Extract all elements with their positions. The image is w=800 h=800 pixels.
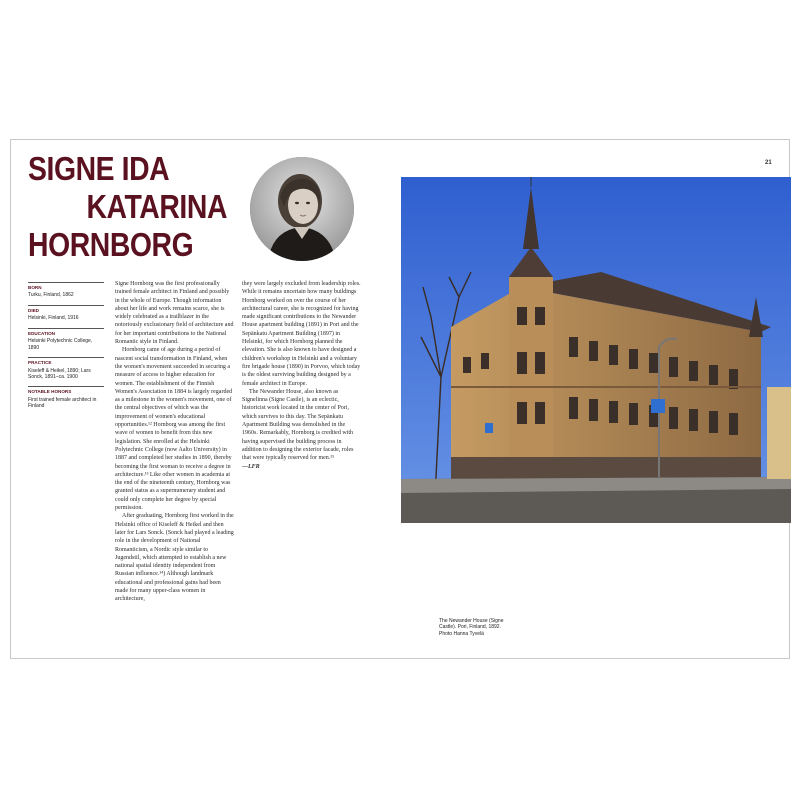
fact-value: Kiseleff & Heikel, 1890; Lars Sonck, 1891–ca. 1900 xyxy=(28,367,91,381)
fact-honors xyxy=(28,386,104,409)
paragraph: Hornborg came of age during a period of nascent social transformation in Finland, when the women's movement succeeded in securing a measure of access to higher education for women. The establishment of the Finnish Women's Association in 1884 is largely regarded as a milestone in the women's movement, one of the central objectives of which was the improvement of women's educational opportunities.¹² Hornborg was among the first wave of women to benefit from this new legislation. She enrolled at the Helsinki Polytechnic College (now Aalto University) in 1887 and completed her studies in 1890, thereby becoming the first woman to receive a degree in architecture.¹³ Like other women in academia at the end of the nineteenth century, Hornborg was granted status as a supernumerary student and could only complete her degree by special permission. xyxy=(115,347,233,512)
page-title xyxy=(28,150,227,264)
fact-value: First trained female architect in Finland xyxy=(28,396,97,410)
caption-line: Castle). Pori, Finland, 1892. xyxy=(439,624,501,631)
fact-label: NOTABLE HONORS xyxy=(28,389,72,395)
caption-line: Photo Hanna Tyvelä xyxy=(439,630,484,637)
fact-sidebar xyxy=(28,282,104,416)
fact-died xyxy=(28,305,104,322)
fact-practice xyxy=(28,357,104,380)
book-spread xyxy=(10,139,790,659)
paragraph: The Newander House, also known as Signelinna (Signe Castle), is an eclectic, historicist work located in the center of Pori, which survives to this day. The Sepänkatu Apartment Building was demolished in the 1960s. Remarkably, Hornborg is credited with having supervised the building process in addition to designing the exterior facade, roles that were typically reserved for men.¹⁵ xyxy=(242,388,354,462)
paragraph: they were largely excluded from leadership roles. While it remains uncertain how many buildings Hornborg worked on over the course of her architectural career, she is recognized for having made significant contributions to the Newander House apartment building (1891) in Pori and the Sepänkatu Apartment Building (1897) in Helsinki, for which Hornborg planned the elevation. She is also known to have designed a children's workshop in Helsinki and a voluntary fire brigade house (1890) in Porvoo, which today is the oldest surviving building designed by a female architect in Europe. xyxy=(242,281,361,387)
author-signature: —LFR xyxy=(242,463,260,470)
fact-value: Helsinki Polytechnic College, 1890 xyxy=(28,338,93,351)
fact-born xyxy=(28,282,104,299)
fact-label: EDUCATION xyxy=(28,331,55,336)
portrait-photo xyxy=(250,157,354,261)
fact-value: Turku, Finland, 1862 xyxy=(28,292,74,299)
page-number: 21 xyxy=(765,160,772,166)
fact-education xyxy=(28,328,104,351)
newander-house-photo xyxy=(401,177,791,523)
title-line-3: HORNBORG xyxy=(28,226,194,263)
paragraph: After graduating, Hornborg first worked in the Helsinki office of Kiseleff & Heikel and then later for Lars Sonck. (Sonck had played a leading role in the development of National Romanticism, a Nordic style similar to Jugendstil, which attempted to establish a new national spatial identity independent from Russian influence.¹⁴) Although landmark educational and professional gains had been made for many upper-class women in architecture, xyxy=(115,513,234,603)
fact-label: DIED xyxy=(28,308,39,313)
title-line-2: KATARINA xyxy=(86,188,228,225)
fact-value: Helsinki, Finland, 1916 xyxy=(28,315,79,322)
caption-line: The Newander House (Signe xyxy=(439,618,504,624)
fact-label: PRACTICE xyxy=(28,360,52,366)
body-column-1 xyxy=(115,280,234,604)
photo-caption xyxy=(439,618,529,637)
body-column-2 xyxy=(242,280,361,471)
title-line-1: SIGNE IDA xyxy=(28,150,170,187)
paragraph: Signe Hornborg was the first professionally trained female architect in Finland and possibly in the whole of Europe. Though information about her life and work remains scarce, she is widely celebrated as a trailblazer in the notoriously exclusionary field of architecture and for her important contributions to the National Romantic style in Finland. xyxy=(115,281,234,346)
fact-label: BORN xyxy=(28,285,42,290)
